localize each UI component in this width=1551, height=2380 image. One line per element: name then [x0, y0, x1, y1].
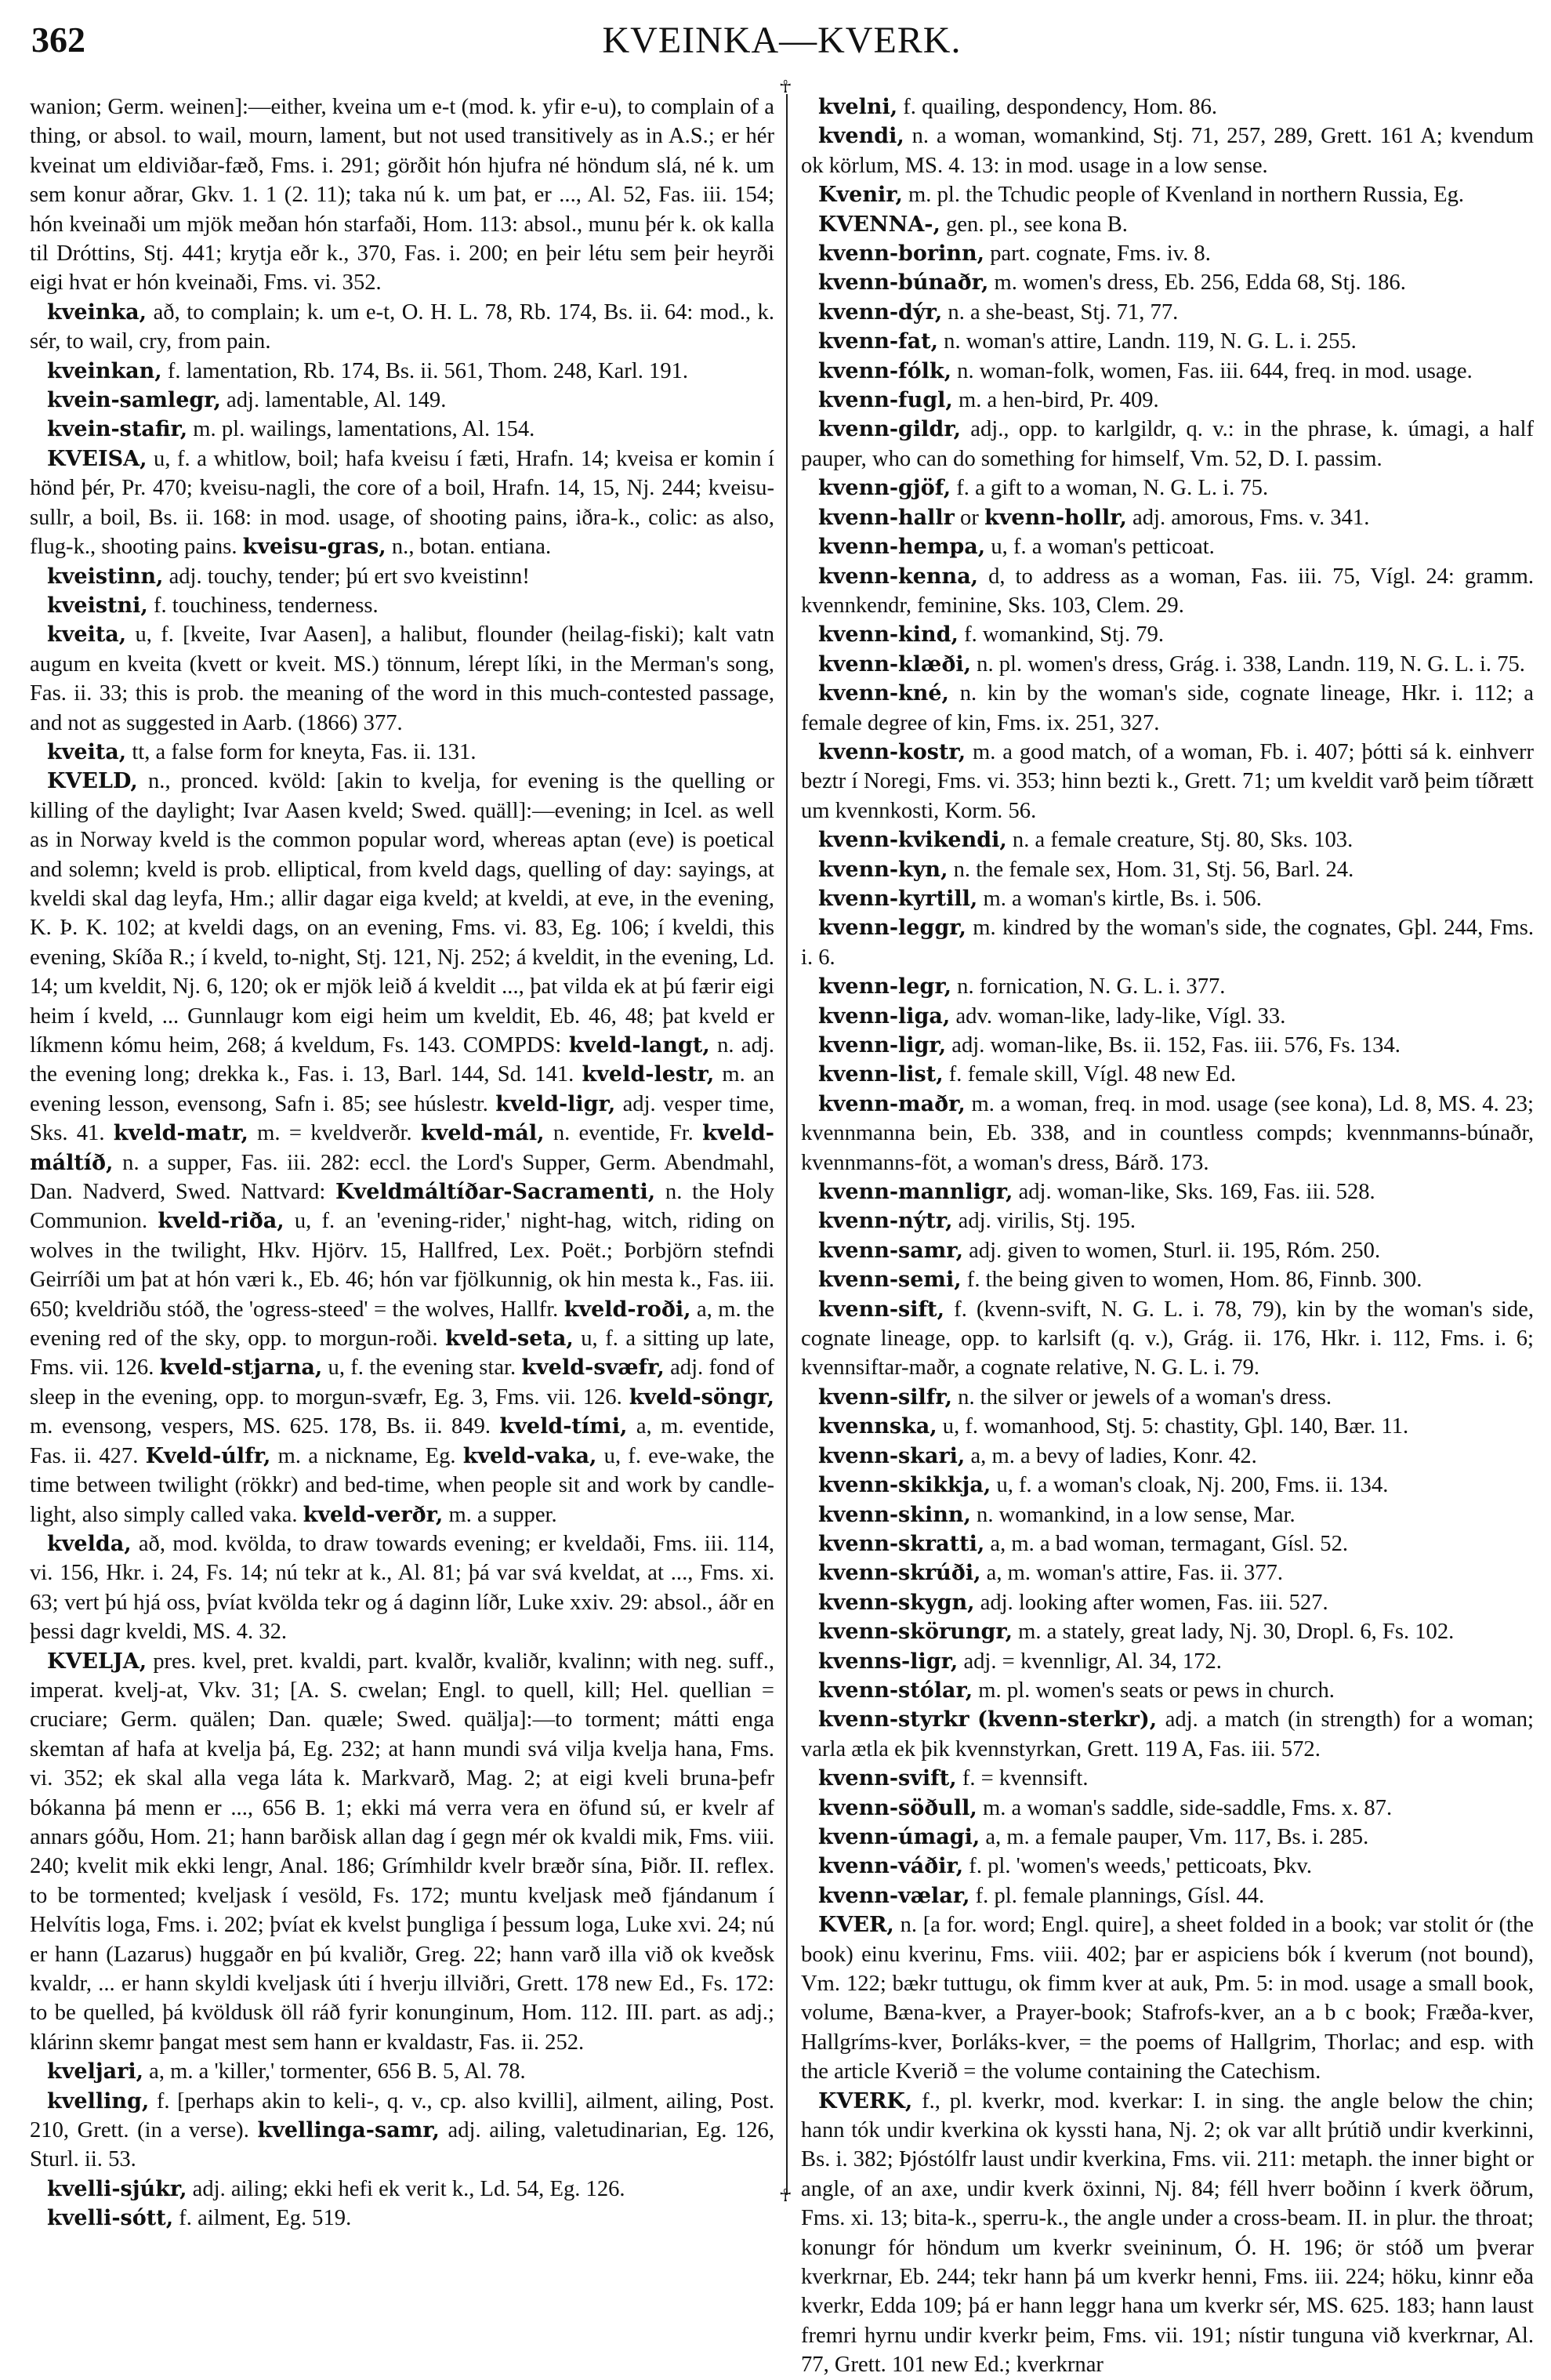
headword: kveistni,	[47, 593, 148, 618]
headword: kvenn-mannligr,	[818, 1180, 1013, 1205]
headword: kvenn-hollr,	[984, 505, 1127, 530]
dictionary-entry	[30, 357, 774, 386]
headword: kvenn-semi,	[818, 1268, 962, 1293]
entry-text: m. pl. wailings, lamentations, Al. 154.	[187, 417, 535, 442]
entry-text: u, f. a woman's petticoat.	[985, 535, 1215, 560]
headword: kvenn-hempa,	[818, 535, 986, 560]
dictionary-entry	[801, 1236, 1534, 1265]
entry-text: adv. woman-like, lady-like, Vígl. 33.	[950, 1003, 1286, 1029]
headword: kvenn-liga,	[818, 1003, 951, 1029]
dictionary-entry	[801, 1060, 1534, 1089]
dictionary-entry	[30, 444, 774, 562]
entry-text: a, m. eventide, Fas. ii. 427.	[30, 1414, 774, 1468]
entry-text: adj. vesper time, Sks. 41.	[30, 1091, 774, 1146]
headword: kvenn-skinn,	[818, 1502, 971, 1527]
entry-text: adj. woman-like, Bs. ii. 152, Fas. iii. 576, Fs. 134.	[946, 1033, 1401, 1058]
headword: kvelli-sótt,	[47, 2206, 174, 2231]
headword: kvenn-dýr,	[818, 299, 943, 325]
headword: kvenn-úmagi,	[818, 1824, 980, 1849]
headword: kvenn-búnaðr,	[818, 270, 989, 296]
dictionary-entry	[801, 473, 1534, 502]
dictionary-entry	[801, 650, 1534, 679]
dictionary-entry	[801, 738, 1534, 825]
headword: kveld-langt,	[568, 1033, 710, 1058]
dictionary-entry	[30, 591, 774, 620]
headword: kvein-stafir,	[47, 417, 188, 442]
left-column	[30, 93, 774, 2233]
entry-text: f. womankind, Stj. 79.	[958, 622, 1165, 648]
headword: kveisu-gras,	[242, 535, 386, 560]
entry-text: n. kin by the woman's side, cognate lineage, Hkr. i. 112; a female degree of kin, Fms. ix. 251, 327.	[801, 681, 1534, 735]
dictionary-entry	[801, 268, 1534, 297]
entry-text: n. adj. the evening long; drekka k., Fas. i. 13, Barl. 144, Sd. 141.	[30, 1033, 774, 1087]
dictionary-entry	[801, 855, 1534, 884]
entry-text: adj. given to women, Sturl. ii. 195, Róm. 250.	[962, 1238, 1381, 1263]
entry-text: adj. ailing, valetudinarian, Eg. 126, Sturl. ii. 53.	[30, 2118, 774, 2172]
dictionary-entry	[801, 1529, 1534, 1558]
entry-text: m. a nickname, Eg.	[270, 1443, 463, 1468]
dictionary-entry	[801, 1676, 1534, 1705]
entry-text: að, to complain; k. um e-t, O. H. L. 78, Rb. 174, Bs. ii. 64: mod., k. sér, to wail, cry, from pain.	[30, 299, 774, 354]
headword: kveld-riða,	[158, 1209, 284, 1234]
dictionary-entry	[801, 503, 1534, 532]
entry-text: f. female skill, Vígl. 48 new Ed.	[943, 1062, 1237, 1087]
dictionary-entry	[801, 180, 1534, 209]
dictionary-entry	[801, 1588, 1534, 1617]
dictionary-entry	[801, 1177, 1534, 1206]
headword: kvenn-skikkja,	[818, 1473, 991, 1498]
dictionary-entry	[801, 1295, 1534, 1383]
headword: kvenn-kostr,	[818, 739, 966, 764]
dictionary-entry	[30, 738, 774, 767]
entry-text: f. = kvennsift.	[956, 1766, 1089, 1791]
headword: kvenn-váðir,	[818, 1854, 964, 1879]
dictionary-entry	[801, 1764, 1534, 1793]
entry-text: a, m. woman's attire, Fas. ii. 377.	[980, 1561, 1284, 1586]
entry-text: a, m. a female pauper, Vm. 117, Bs. i. 285.	[980, 1824, 1369, 1849]
headword: kvenn-klæði,	[818, 651, 971, 677]
headword: kvenn-sift,	[818, 1297, 944, 1322]
entry-text: n. fornication, N. G. L. i. 377.	[951, 974, 1226, 1000]
entry-text: or	[954, 505, 985, 530]
headword: kveld-svæfr,	[521, 1355, 665, 1380]
headword: Kveldmáltíðar-Sacramenti,	[335, 1180, 656, 1205]
dictionary-entry	[801, 913, 1534, 972]
entry-text: u, f. womanhood, Stj. 5: chastity, Gþl. 140, Bær. 11.	[937, 1414, 1409, 1439]
dictionary-entry	[801, 1471, 1534, 1500]
entry-text: gen. pl., see kona B.	[940, 212, 1128, 237]
dictionary-entry	[801, 2087, 1534, 2380]
entry-text: m. a woman's saddle, side-saddle, Fms. x. 87.	[977, 1795, 1393, 1820]
headword: kvenn-kenna,	[818, 564, 979, 589]
dictionary-entry	[30, 2204, 774, 2233]
entry-text: a, m. a 'killer,' tormenter, 656 B. 5, Al. 78.	[143, 2059, 526, 2084]
entry-text: m. a good match, of a woman, Fb. i. 407; þótti sá k. einhverr beztr í Noregi, Fms. vi. 353; hinn bezti k., Grett. 71; um kveldit varð þeim tíðrætt um kvennkosti, Korm. 56.	[801, 739, 1534, 823]
dictionary-entry	[30, 93, 774, 298]
entry-text: adj. fond of sleep in the evening, opp. to morgun-svæfr, Eg. 3, Fms. vii. 126.	[30, 1355, 774, 1409]
dictionary-entry	[801, 1500, 1534, 1529]
entry-text: u, f. [kveite, Ivar Aasen], a halibut, flounder (heilag-fiski); kalt vatn augum en kveita (kvett or kveit. MS.) tönnum, lérept líki, in the Merman's song, Fas. ii. 33; this is prob. the meaning of the word in this much-contested passage, and not as suggested in Aarb. (1866) 377.	[30, 622, 774, 735]
entry-text: a, m. a bevy of ladies, Konr. 42.	[965, 1443, 1257, 1468]
entry-text: u, f. eve-wake, the time between twilight (rökkr) and bed-time, when people sit and work by candle-light, also simply called vaka.	[30, 1443, 774, 1527]
dagger-ornament-icon: ☥	[779, 77, 792, 96]
headword: kveinkan,	[47, 358, 162, 383]
entry-text: adj. amorous, Fms. v. 341.	[1126, 505, 1370, 530]
dictionary-entry	[801, 1002, 1534, 1031]
headword: kveld-vaka,	[462, 1443, 597, 1468]
dictionary-entry	[801, 825, 1534, 854]
headword: kvenn-samr,	[818, 1238, 963, 1263]
entry-text: m. kindred by the woman's side, the cognates, Gþl. 244, Fms. i. 6.	[801, 916, 1534, 970]
headword: kvenn-söðull,	[818, 1795, 977, 1820]
headword: kvellinga-samr,	[257, 2118, 440, 2143]
headword: kvenn-skygn,	[818, 1590, 975, 1615]
entry-text: að, mod. kvölda, to draw towards evening; er kveldaði, Fms. iii. 114, vi. 156, Hkr. i. 24, Fs. 14; nú tekr at k., Al. 81; þá var svá kveldat, at ..., Fms. xi. 63; vert þú hjá oss, þvíat kvölda tekr og á daginn líðr, Luke xxiv. 29: absol., áðr en þessi dagr kveldi, MS. 4. 32.	[30, 1531, 774, 1645]
entry-text: d, to address as a woman, Fas. iii. 75, Vígl. 24: gramm. kvennkendr, feminine, Sks. 103, Clem. 29.	[801, 564, 1534, 618]
entry-text: wanion; Germ. weinen]:—either, kveina um e-t (mod. k. yfir e-u), to complain of a thing, or absol. to wail, mourn, lament, but not used transitively as in A.S.; er hér kveinat um eldiviðar-fæð, Fms. i. 291; görðit hón hjufra né höndum slá, né k. um sem konur aðrar, Gkv. 1. 1 (2. 11); taka nú k. um þat, er ..., Al. 52, Fas. iii. 154; hón kveinaði um mjök meðan hón starfaði, Hom. 113: absol., munu þér k. ok kalla til Dróttins, Stj. 441; krytja eðr k., 370, Fas. i. 200; en þeir létu sem þeir heyrði eigi hvat er hón kveinaði, Fms. vi. 352.	[30, 95, 774, 296]
headword: kvelni,	[818, 95, 898, 119]
headword: kvenn-hallr	[818, 505, 955, 530]
page-header	[31, 16, 1532, 71]
headword: kvenn-skari,	[818, 1443, 966, 1468]
dictionary-entry	[801, 1206, 1534, 1235]
headword: kveld-roði,	[564, 1297, 691, 1322]
headword: kvenn-fat,	[818, 329, 939, 354]
headword: kvenn-vælar,	[818, 1883, 970, 1908]
dictionary-entry	[801, 679, 1534, 738]
entry-text: f. a gift to a woman, N. G. L. i. 75.	[951, 476, 1269, 501]
headword: kvenn-skrúði,	[818, 1561, 981, 1586]
headword: kvenn-silfr,	[818, 1384, 953, 1409]
headword: KVERK,	[818, 2088, 913, 2113]
headword: kvelli-sjúkr,	[47, 2176, 187, 2201]
entry-text: m. evensong, vespers, MS. 625. 178, Bs. ii. 849.	[30, 1414, 500, 1439]
headword: kvenn-gjöf,	[818, 476, 951, 501]
entry-text: f. ailment, Eg. 519.	[173, 2206, 352, 2231]
entry-text: tt, a false form for kneyta, Fas. ii. 131.	[126, 739, 477, 764]
dictionary-entry	[801, 415, 1534, 473]
dictionary-entry	[801, 1558, 1534, 1587]
headword: KVELJA,	[47, 1649, 147, 1674]
entry-text: adj. woman-like, Sks. 169, Fas. iii. 528.	[1013, 1180, 1375, 1205]
entry-text	[969, 1707, 978, 1732]
headword: kvenn-nýtr,	[818, 1209, 953, 1234]
headword: kvenn-maðr,	[818, 1091, 966, 1116]
entry-text: u, f. a woman's cloak, Nj. 200, Fms. ii. 134.	[991, 1473, 1389, 1498]
entry-text: adj. touchy, tender; þú ert svo kveistinn!	[163, 564, 530, 589]
entry-text: adj. ailing; ekki hefi ek verit k., Ld. 54, Eg. 126.	[187, 2176, 625, 2201]
dictionary-entry	[801, 1852, 1534, 1881]
headword: kvein-samlegr,	[47, 388, 221, 413]
entry-text: f. pl. female plannings, Gísl. 44.	[969, 1883, 1265, 1908]
entry-text: m. an evening lesson, evensong, Safn i. 85; see húslestr.	[30, 1062, 774, 1116]
headword: kvenn-skörungr,	[818, 1620, 1013, 1645]
headword: kvenn-kyn,	[818, 857, 948, 882]
entry-text: f. the being given to women, Hom. 86, Finnb. 300.	[961, 1268, 1422, 1293]
dictionary-entry	[801, 357, 1534, 386]
dictionary-entry	[30, 386, 774, 415]
dictionary-entry	[801, 1412, 1534, 1441]
dictionary-entry	[30, 2087, 774, 2175]
entry-text: m. a supper.	[443, 1502, 557, 1527]
headword: KVEISA,	[47, 446, 147, 471]
dictionary-entry	[30, 562, 774, 591]
dictionary-entry	[801, 93, 1534, 122]
dictionary-entry	[801, 239, 1534, 268]
entry-text: n. the Holy Communion.	[30, 1180, 774, 1234]
entry-text: u, f. a whitlow, boil; hafa kveisu í fæti, Hrafn. 14; kveisa er komin í hönd þér, Pr. 470; kveisu-nagli, the core of a boil, Hrafn. 14, 15, Nj. 244; kveisu-sullr, a boil, Bs. ii. 168: in mod. usage, of shooting pains, iðra-k., colic: as also, flug-k., shooting pains.	[30, 446, 774, 560]
entry-text: m. a hen-bird, Pr. 409.	[952, 388, 1159, 413]
headword: kvenn-ligr,	[818, 1033, 947, 1058]
dictionary-entry	[30, 2057, 774, 2086]
headword: kvenn-kvikendi,	[818, 828, 1007, 853]
headword: (kvenn-sterkr),	[977, 1707, 1158, 1732]
headword: kveljari,	[47, 2059, 143, 2084]
entry-text: a, m. the evening red of the sky, opp. to morgun-roði.	[30, 1297, 774, 1351]
right-column	[801, 93, 1534, 2380]
entry-text: f., pl. kverkr, mod. kverkar: I. in sing. the angle below the chin; hann tók undir kverkina ok kyssti hana, Nj. 2; ok var allt þrútið undir kverkinni, Bs. i. 382; Þjóstólfr laust undir kverkina, Fms. vii. 211: metaph. the inner bight or angle, of an axe, undir kverk öxinni, Nj. 84; féll hverr boðinn í kverk öðrum, Fms. xi. 13; bita-k., sperru-k., the angle under a cross-beam. II. in plur. the throat; konungr fór höndum um kverkr sveininum, Ó. H. 196; ör stóð um þverar kverkrnar, Eb. 244; tekr hann þá um kverkr henni, Fms. iii. 224; höku, kinnr eða kverkr, Edda 109; þá er hann leggr hana um kverkr sér, MS. 625. 183; hann laust fremri hyrnu undir kverkr þeim, Fms. vii. 191; nístir tunguna við kverkrnar, Al. 77, Grett. 101 new Ed.; kverkrnar	[801, 2088, 1534, 2378]
dictionary-entry	[801, 1090, 1534, 1177]
headword: kvenn-gildr,	[818, 417, 961, 442]
dictionary-entry	[30, 767, 774, 1529]
entry-text: n. eventide, Fr.	[544, 1121, 703, 1146]
dictionary-entry	[801, 298, 1534, 327]
headword: kvenn-stólar,	[818, 1678, 973, 1703]
entry-text: n. the female sex, Hom. 31, Stj. 56, Barl. 24.	[948, 857, 1354, 882]
dictionary-entry	[801, 122, 1534, 180]
entry-text: a, m. a bad woman, termagant, Gísl. 52.	[984, 1531, 1349, 1556]
dictionary-entry	[30, 620, 774, 738]
dictionary-entry	[30, 298, 774, 357]
entry-text: u, f. a sitting up late, Fms. vii. 126.	[30, 1326, 774, 1380]
headword: Kveld-úlfr,	[145, 1443, 271, 1468]
dictionary-entry	[801, 1794, 1534, 1823]
headword: kvenn-styrkr	[818, 1707, 969, 1732]
entry-text: u, f. an 'evening-rider,' night-hag, witch, riding on wolves in the twilight, Hkv. Hjörv. 15, Hallfred, Lex. Poët.; Þorbjörn stefndi Geirríði um þat at hón væri k., Eb. 46; hón var fjölkunnig, ok hin mesta k., Fas. iii. 650; kveldriðu stóð, the 'ogress-steed' = the wolves, Hallfr.	[30, 1209, 775, 1322]
dictionary-entry	[801, 210, 1534, 239]
headword: kveld-matr,	[113, 1121, 248, 1146]
dictionary-entry	[801, 1823, 1534, 1852]
headword: kveinka,	[47, 299, 147, 325]
dictionary-entry	[801, 620, 1534, 649]
headword: kvenn-kné,	[818, 681, 949, 706]
headword: kveita,	[47, 622, 127, 648]
entry-text: n., pronced. kvöld: [akin to kvelja, for evening is the quelling or killing of the daylight; Ivar Aasen kveld; Swed. quäll]:—evening; in Icel. as well as in Norway kveld is the common popular word, whereas aptan (eve) is poetical and solemn; kveld is prob. elliptical, from kveld dags, quelling of day: sayings, at kveldi skal dag leyfa, Hm.; allir dagar eiga kveld; at kveldi, at eve, in the evening, K. Þ. K. 102; at kveldi dags, on an evening, Fms. vi. 83, Eg. 106; í kveldi, this evening, Skíða R.; í kveld, to-night, Stj. 121, Nj. 252; á kveldit, in the evening, Ld. 14; um kveldit, Nj. 6, 120; ok er mjök leið á kveldit ..., þat vilda ek at þú færir eigi heim í kveld, ... Gunnlaugr kom eigi heim um kveldit, Eb. 46, 48; þat kveld er líkmenn kómu heim, 268; á kveldum, Fs. 143. COMPDS:	[30, 769, 774, 1058]
dictionary-entry	[801, 386, 1534, 415]
headword: KVELD,	[47, 769, 138, 794]
entry-text: adj. looking after women, Fas. iii. 527.	[974, 1590, 1328, 1615]
entry-text: n. a she-beast, Stj. 71, 77.	[942, 299, 1179, 325]
entry-text: n. [a for. word; Engl. quire], a sheet folded in a book; var stolit ór (the book) einu kverinu, Fms. viii. 402; þar er aspiciens bók í kverum (not bound), Vm. 122; bækr tuttugu, ok fimm kver at auk, Pm. 5: in mod. usage a small book, volume, Bæna-kver, a Prayer-book; Stafrofs-kver, an a b c book; Fræða-kver, Hallgríms-kver, Þorláks-kver, = the poems of Hallgrim, Thorlac; and esp. with the article Kverið = the volume containing the Catechism.	[801, 1913, 1534, 2084]
dictionary-entry	[801, 884, 1534, 913]
entry-text: f. lamentation, Rb. 174, Bs. ii. 561, Thom. 248, Karl. 191.	[161, 358, 689, 383]
entry-text: f. pl. 'women's weeds,' petticoats, Þkv.	[963, 1854, 1312, 1879]
headword: kveld-söngr,	[629, 1384, 774, 1409]
dictionary-entry	[801, 562, 1534, 621]
headword: kvenn-kyrtill,	[818, 886, 978, 911]
entry-text: u, f. the evening star.	[322, 1355, 522, 1380]
dictionary-entry	[801, 1705, 1534, 1764]
entry-text: f. [perhaps akin to keli-, q. v., cp. also kvilli], ailment, ailing, Post. 210, Grett. (in a verse).	[30, 2088, 774, 2143]
entry-text: n. a female creature, Stj. 80, Sks. 103.	[1006, 828, 1354, 853]
headword: KVENNA-,	[818, 212, 940, 237]
headword: kvendi,	[818, 124, 904, 149]
entry-text: f. touchiness, tenderness.	[147, 593, 379, 618]
headword: kveld-ligr,	[495, 1091, 616, 1116]
headword: kveld-verðr,	[303, 1502, 444, 1527]
headword: kvenn-svift,	[818, 1766, 957, 1791]
entry-text: n. woman-folk, women, Fas. iii. 644, freq. in mod. usage.	[951, 358, 1473, 383]
running-title: KVEINKA—KVERK.	[602, 20, 962, 61]
dictionary-entry	[801, 972, 1534, 1001]
dictionary-entry	[801, 1265, 1534, 1294]
headword: KVER,	[818, 1913, 894, 1938]
entry-text: part. cognate, Fms. iv. 8.	[984, 241, 1211, 267]
dictionary-entry	[801, 1031, 1534, 1060]
headword: kvenn-legr,	[818, 974, 952, 1000]
headword: kvenns-ligr,	[818, 1649, 959, 1674]
dictionary-entry	[30, 1647, 774, 2058]
headword: kveld-stjarna,	[159, 1355, 323, 1380]
headword: kvenn-leggr,	[818, 916, 966, 941]
headword: kveld-mál,	[420, 1121, 545, 1146]
entry-text: n. a supper, Fas. iii. 282: eccl. the Lord's Supper, Germ. Abendmahl, Dan. Nadverd, Swed. Nattvard:	[30, 1150, 774, 1205]
headword: kvelling,	[47, 2088, 150, 2113]
headword: kvelda,	[47, 1531, 132, 1556]
headword: kveistinn,	[47, 564, 164, 589]
entry-text: n. pl. women's dress, Grág. i. 338, Landn. 119, N. G. L. i. 75.	[971, 651, 1525, 677]
headword: kvenn-borinn,	[818, 241, 985, 267]
headword: kvenn-kind,	[818, 622, 959, 648]
dictionary-entry	[801, 1881, 1534, 1910]
dictionary-entry	[30, 2175, 774, 2204]
dictionary-entry	[801, 532, 1534, 561]
headword: kvennska,	[818, 1414, 937, 1439]
page-number: 362	[31, 20, 85, 60]
headword: Kvenir,	[818, 183, 903, 208]
entry-text: adj., opp. to karlgildr, q. v.: in the phrase, k. úmagi, a half pauper, who can do something for himself, Vm. 52, D. I. passim.	[801, 417, 1534, 471]
dagger-ornament-icon: ☥	[779, 2186, 792, 2205]
headword: kveld-máltíð,	[30, 1121, 775, 1175]
headword: kvenn-skratti,	[818, 1531, 985, 1556]
headword: kvenn-fólk,	[818, 358, 952, 383]
entry-text: m. a stately, great lady, Nj. 30, Dropl. 6, Fs. 102.	[1012, 1620, 1455, 1645]
dictionary-entry	[801, 1617, 1534, 1646]
dictionary-entry	[801, 1910, 1534, 2086]
dictionary-entry	[30, 1529, 774, 1647]
dictionary-entry	[801, 1442, 1534, 1471]
entry-text: n., botan. entiana.	[386, 535, 552, 560]
dictionary-entry	[801, 327, 1534, 356]
entry-text: n. the silver or jewels of a woman's dress.	[952, 1384, 1332, 1409]
entry-text: m. pl. the Tchudic people of Kvenland in northern Russia, Eg.	[902, 183, 1465, 208]
headword: kveld-tími,	[499, 1414, 628, 1439]
entry-text: adj. lamentable, Al. 149.	[220, 388, 447, 413]
entry-text: adj. = kvennligr, Al. 34, 172.	[958, 1649, 1222, 1674]
entry-text: n. womankind, in a low sense, Mar.	[970, 1502, 1296, 1527]
headword: kveld-lestr,	[582, 1062, 715, 1087]
dictionary-entry	[801, 1383, 1534, 1412]
entry-text: m. pl. women's seats or pews in church.	[973, 1678, 1335, 1703]
headword: kvenn-fugl,	[818, 388, 953, 413]
entry-text: adj. virilis, Stj. 195.	[952, 1209, 1136, 1234]
entry-text: f. (kvenn-svift, N. G. L. i. 78, 79), kin by the woman's side, cognate lineage, opp. to karlsift (q. v.), Grág. ii. 176, Hkr. i. 112, Fms. i. 6; kvennsiftar-maðr, a cognate relative, N. G. L. i. 79.	[801, 1297, 1534, 1380]
entry-text: n. a woman, womankind, Stj. 71, 257, 289, Grett. 161 A; kvendum ok körlum, MS. 4. 13: in mod. usage in a low sense.	[801, 124, 1534, 178]
entry-text: m. a woman, freq. in mod. usage (see kona), Ld. 8, MS. 4. 23; kvennmanna bein, Eb. 338, and in countless compds; kvennmanns-búnaðr, kvennmanns-föt, a woman's dress, Bárð. 173.	[801, 1091, 1534, 1175]
dictionary-entry	[801, 1647, 1534, 1676]
entry-text: adj. a match (in strength) for a woman; varla ætla ek þik kvennstyrkan, Grett. 119 A, Fas. iii. 572.	[801, 1707, 1534, 1761]
headword: kveita,	[47, 739, 127, 764]
entry-text: m. a woman's kirtle, Bs. i. 506.	[977, 886, 1262, 911]
entry-text: f. quailing, despondency, Hom. 86.	[897, 95, 1218, 119]
headword: kvenn-list,	[818, 1062, 944, 1087]
dictionary-entry	[30, 415, 774, 444]
entry-text: pres. kvel, pret. kvaldi, part. kvalðr, kvaliðr, kvalinn; with neg. suff., imperat. kvelj-at, Vkv. 31; [A. S. cwelan; Engl. to quell, kill; Hel. quellian = cruciare; Germ. quälen; Dan. quæle; Swed. quälja]:—to torment; mátti enga skemtan af hafa at kvelja þá, Eg. 232; at hann mundi svá vilja kvelja hana, Fms. vi. 352; ek skal alla vega láta k. Markvarð, Mag. 2; at eigi kveli bruna-þefr bókanna þá menn er ..., 656 B. 1; ekki má verra vera en öfund sú, er kvelr af annars góðu, Hom. 21; hann barðisk allan dag í gegn mér ok kvaldi mik, Fms. viii. 240; kvelit mik ekki lengr, Anal. 186; Grímhildr kvelr bræðr sína, Þiðr. II. reflex. to be tormented; kveljask í vesöld, Fs. 172; muntu kveljask með fjándanum í Helvítis loga, Fms. i. 202; þvíat ek kvelst þungliga í þessum loga, Luke xvi. 24; nú er hann (Lazarus) huggaðr en þú kvaliðr, Greg. 22; hann varð illa við ok kveðsk kvaldr, ... er hann skyldi kveljask úti í hverju illviðri, Grett. 178 new Ed., Fs. 172: to be quelled, þá kvöldusk öll ráð fyrir konunginum, Hom. 112. III. part. as adj.; klárinn skemr þangat mest sem hann er kvaldastr, Fas. ii. 252.	[30, 1649, 774, 2055]
entry-text: m. = kveldverðr.	[248, 1121, 421, 1146]
entry-text: n. woman's attire, Landn. 119, N. G. L. i. 255.	[938, 329, 1357, 354]
headword: kveld-seta,	[445, 1326, 574, 1351]
column-divider	[786, 94, 788, 2195]
entry-text: m. women's dress, Eb. 256, Edda 68, Stj. 186.	[988, 270, 1406, 296]
